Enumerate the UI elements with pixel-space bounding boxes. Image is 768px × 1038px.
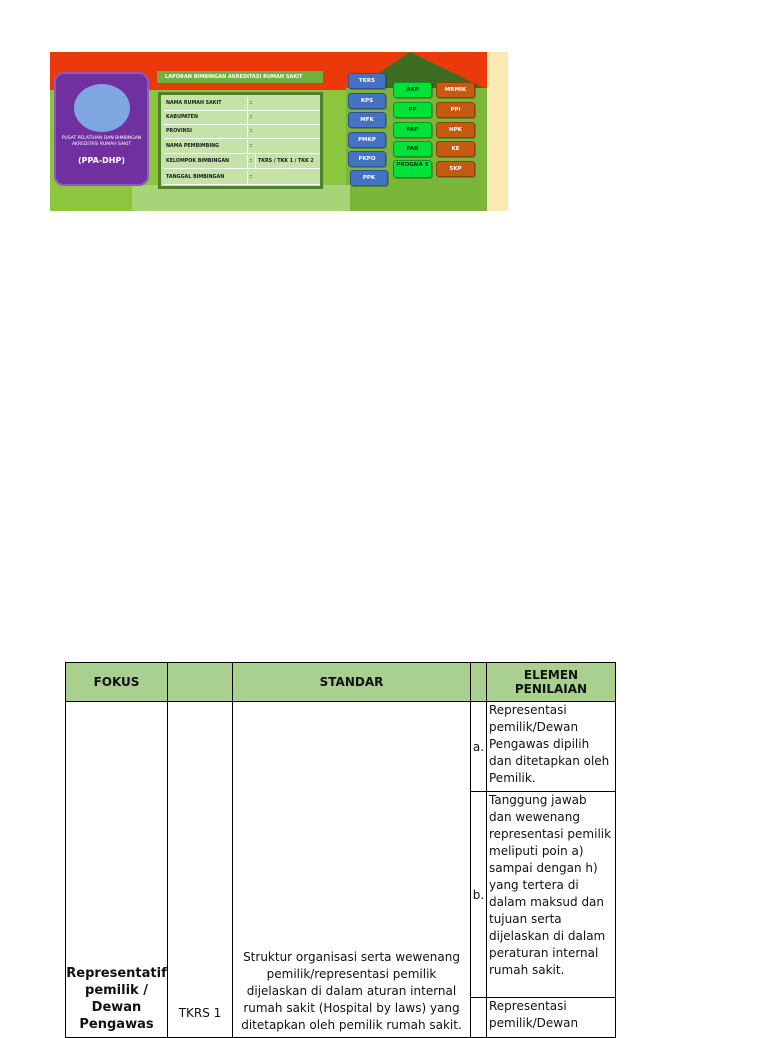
form-colon: : [247,155,254,168]
report-banner [50,52,508,211]
form-colon: : [247,125,254,138]
form-row [164,111,320,125]
nav-button-tkrs[interactable]: TKRS [348,73,386,89]
form-label: PROVINSI [166,129,192,134]
element-text: Representasi pemilik/Dewan [487,998,616,1038]
form-label: KABUPATEN [166,115,198,120]
form-value-field[interactable]: TKRS / TKK 1 / TKK 2 [255,155,322,168]
element-label: b. [471,792,487,998]
element-text: Representasi pemilik/Dewan Pengawas dipilih dan ditetapkan oleh Pemilik. [487,702,616,792]
form-row [164,125,320,139]
form-row [164,140,320,154]
nav-button-ppi[interactable]: PPI [436,102,475,118]
form-label: NAMA PEMBIMBING [166,144,220,149]
form-colon: : [247,111,254,124]
nav-button-pab[interactable]: PAB [393,141,432,157]
globe-icon [74,84,130,132]
nav-button-pp[interactable]: PP [393,102,432,118]
assessment-table [65,662,616,1038]
form-colon: : [247,140,254,153]
form-row [164,155,320,169]
header-elemen-penilaian: ELEMEN PENILAIAN [487,663,616,702]
nav-button-pap[interactable]: PAP [393,122,432,138]
header-standar: STANDAR [233,663,471,702]
logo-subtitle: PUSAT PELATIHAN DAN BIMBINGAN AKREDITASI RUMAH SAKIT [61,136,142,147]
nav-button-prognas[interactable]: PROGNA S [393,160,432,178]
element-text: Tanggung jawab dan wewenang representasi pemilik meliputi poin a) sampai dengan h) yang tertera di dalam maksud dan tujuan serta dijelaskan di dalam peraturan internal rumah sakit. [487,792,616,998]
report-form [158,92,323,189]
table-header-row [66,663,616,702]
form-label: TANGGAL BIMBINGAN [166,175,225,180]
element-label: a. [471,702,487,792]
header-label [471,663,487,702]
nav-button-ke[interactable]: KE [436,141,475,157]
form-label: KELOMPOK BIMBINGAN [166,159,230,164]
ppa-dhp-logo [54,72,149,186]
nav-button-mrmik[interactable]: MRMIK [436,82,475,98]
header-fokus: FOKUS [66,663,168,702]
fokus-cell: Representatif pemilik / Dewan Pengawas [66,702,168,1038]
nav-button-hpk[interactable]: HPK [436,122,475,138]
nav-button-pkpo[interactable]: PKPO [348,151,386,167]
form-row [164,97,320,111]
banner-edge [487,52,508,211]
nav-button-akp[interactable]: AKP [393,82,432,98]
table-row [66,702,616,792]
nav-button-kps[interactable]: KPS [348,93,386,109]
standar-cell: Struktur organisasi serta wewenang pemilik/representasi pemilik dijelaskan di dalam aturan internal rumah sakit (Hospital by laws) yang ditetapkan oleh pemilik rumah sakit. [233,702,471,1038]
nav-button-pmkp[interactable]: PMKP [348,132,386,148]
standard-code-cell: TKRS 1 [168,702,233,1038]
form-title: LAPORAN BIMBINGAN AKREDITASI RUMAH SAKIT [157,71,323,83]
nav-button-ppk[interactable]: PPK [350,170,388,186]
nav-button-skp[interactable]: SKP [436,161,475,177]
form-colon: : [247,171,254,184]
logo-title: (PPA-DHP) [77,156,125,165]
form-row [164,171,320,185]
form-colon: : [247,97,254,110]
form-label: NAMA RUMAH SAKIT [166,101,222,106]
element-label [471,998,487,1038]
header-code [168,663,233,702]
nav-button-mfk[interactable]: MFK [348,112,386,128]
